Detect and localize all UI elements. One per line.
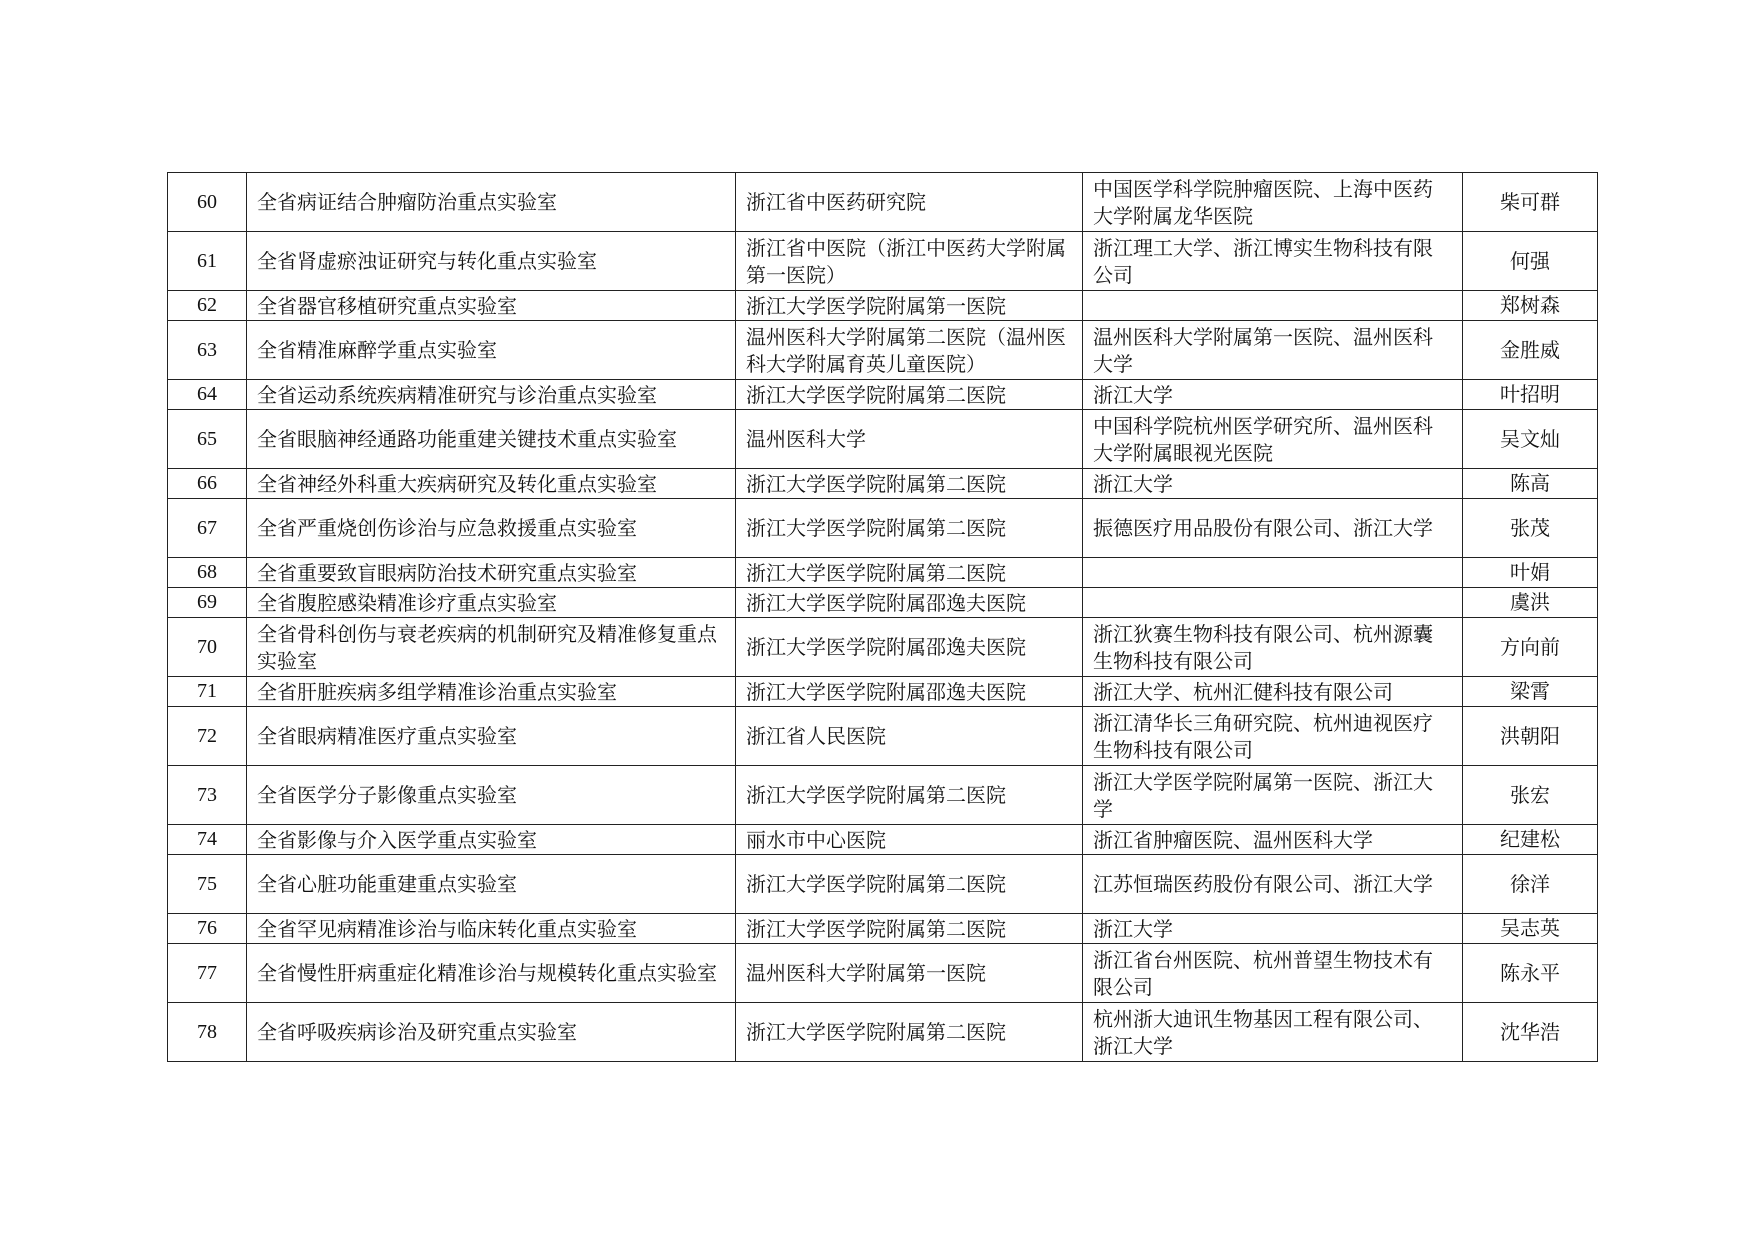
- lab-name-cell: 全省神经外科重大疾病研究及转化重点实验室: [247, 469, 736, 499]
- lab-name-cell: 全省骨科创伤与衰老疾病的机制研究及精准修复重点实验室: [247, 618, 736, 677]
- partner-institutions-cell: [1083, 588, 1463, 618]
- lab-director-cell: 叶娟: [1463, 558, 1598, 588]
- lab-director-cell: 陈高: [1463, 469, 1598, 499]
- lab-director-cell: 张宏: [1463, 766, 1598, 825]
- lab-name-cell: 全省肾虚瘀浊证研究与转化重点实验室: [247, 232, 736, 291]
- partner-institutions-cell: 浙江大学: [1083, 914, 1463, 944]
- lab-director-cell: 吴文灿: [1463, 410, 1598, 469]
- host-institution-cell: 温州医科大学附属第一医院: [736, 944, 1083, 1003]
- partner-institutions-cell: 浙江省肿瘤医院、温州医科大学: [1083, 825, 1463, 855]
- host-institution-cell: 浙江大学医学院附属邵逸夫医院: [736, 618, 1083, 677]
- table-row: [168, 707, 1598, 766]
- lab-name-cell: 全省腹腔感染精准诊疗重点实验室: [247, 588, 736, 618]
- lab-director-cell: 叶招明: [1463, 380, 1598, 410]
- lab-director-cell: 张茂: [1463, 499, 1598, 558]
- lab-director-cell: 金胜威: [1463, 321, 1598, 380]
- table-row: [168, 291, 1598, 321]
- table-row: [168, 677, 1598, 707]
- lab-name-cell: 全省病证结合肿瘤防治重点实验室: [247, 173, 736, 232]
- host-institution-cell: 浙江大学医学院附属第二医院: [736, 558, 1083, 588]
- table-row: [168, 380, 1598, 410]
- table-row: [168, 410, 1598, 469]
- partner-institutions-cell: 浙江清华长三角研究院、杭州迪视医疗生物科技有限公司: [1083, 707, 1463, 766]
- table-row: [168, 618, 1598, 677]
- host-institution-cell: 浙江省中医药研究院: [736, 173, 1083, 232]
- host-institution-cell: 温州医科大学: [736, 410, 1083, 469]
- lab-name-cell: 全省眼脑神经通路功能重建关键技术重点实验室: [247, 410, 736, 469]
- table-row: [168, 825, 1598, 855]
- table-row: [168, 914, 1598, 944]
- partner-institutions-cell: 浙江大学、杭州汇健科技有限公司: [1083, 677, 1463, 707]
- host-institution-cell: 浙江大学医学院附属邵逸夫医院: [736, 677, 1083, 707]
- lab-name-cell: 全省肝脏疾病多组学精准诊治重点实验室: [247, 677, 736, 707]
- host-institution-cell: 浙江大学医学院附属第二医院: [736, 469, 1083, 499]
- lab-director-cell: 吴志英: [1463, 914, 1598, 944]
- row-number-cell: 76: [168, 914, 247, 944]
- row-number-cell: 74: [168, 825, 247, 855]
- host-institution-cell: 浙江大学医学院附属第一医院: [736, 291, 1083, 321]
- row-number-cell: 71: [168, 677, 247, 707]
- partner-institutions-cell: [1083, 291, 1463, 321]
- partner-institutions-cell: 浙江大学医学院附属第一医院、浙江大学: [1083, 766, 1463, 825]
- host-institution-cell: 浙江省人民医院: [736, 707, 1083, 766]
- host-institution-cell: 温州医科大学附属第二医院（温州医科大学附属育英儿童医院）: [736, 321, 1083, 380]
- row-number-cell: 61: [168, 232, 247, 291]
- table-row: [168, 944, 1598, 1003]
- lab-name-cell: 全省医学分子影像重点实验室: [247, 766, 736, 825]
- host-institution-cell: 浙江大学医学院附属第二医院: [736, 766, 1083, 825]
- lab-director-cell: 郑树森: [1463, 291, 1598, 321]
- partner-institutions-cell: 中国医学科学院肿瘤医院、上海中医药大学附属龙华医院: [1083, 173, 1463, 232]
- table-row: [168, 321, 1598, 380]
- table-row: [168, 232, 1598, 291]
- host-institution-cell: 浙江大学医学院附属第二医院: [736, 855, 1083, 914]
- partner-institutions-cell: 振德医疗用品股份有限公司、浙江大学: [1083, 499, 1463, 558]
- host-institution-cell: 浙江大学医学院附属第二医院: [736, 1003, 1083, 1062]
- row-number-cell: 67: [168, 499, 247, 558]
- lab-name-cell: 全省眼病精准医疗重点实验室: [247, 707, 736, 766]
- lab-director-cell: 陈永平: [1463, 944, 1598, 1003]
- lab-name-cell: 全省重要致盲眼病防治技术研究重点实验室: [247, 558, 736, 588]
- partner-institutions-cell: 杭州浙大迪讯生物基因工程有限公司、浙江大学: [1083, 1003, 1463, 1062]
- table-row: [168, 469, 1598, 499]
- lab-name-cell: 全省心脏功能重建重点实验室: [247, 855, 736, 914]
- lab-name-cell: 全省影像与介入医学重点实验室: [247, 825, 736, 855]
- partner-institutions-cell: 浙江大学: [1083, 469, 1463, 499]
- host-institution-cell: 浙江大学医学院附属邵逸夫医院: [736, 588, 1083, 618]
- row-number-cell: 69: [168, 588, 247, 618]
- partner-institutions-cell: 江苏恒瑞医药股份有限公司、浙江大学: [1083, 855, 1463, 914]
- lab-name-cell: 全省严重烧创伤诊治与应急救援重点实验室: [247, 499, 736, 558]
- table-row: [168, 766, 1598, 825]
- lab-director-cell: 梁霄: [1463, 677, 1598, 707]
- table-row: [168, 558, 1598, 588]
- lab-director-cell: 洪朝阳: [1463, 707, 1598, 766]
- partner-institutions-cell: 中国科学院杭州医学研究所、温州医科大学附属眼视光医院: [1083, 410, 1463, 469]
- lab-list-table-body: [168, 173, 1598, 1062]
- partner-institutions-cell: 浙江省台州医院、杭州普望生物技术有限公司: [1083, 944, 1463, 1003]
- row-number-cell: 78: [168, 1003, 247, 1062]
- lab-name-cell: 全省慢性肝病重症化精准诊治与规模转化重点实验室: [247, 944, 736, 1003]
- lab-list-table-container: [167, 172, 1597, 1062]
- lab-director-cell: 沈华浩: [1463, 1003, 1598, 1062]
- partner-institutions-cell: 浙江大学: [1083, 380, 1463, 410]
- row-number-cell: 65: [168, 410, 247, 469]
- row-number-cell: 63: [168, 321, 247, 380]
- host-institution-cell: 浙江大学医学院附属第二医院: [736, 380, 1083, 410]
- lab-director-cell: 柴可群: [1463, 173, 1598, 232]
- lab-name-cell: 全省精准麻醉学重点实验室: [247, 321, 736, 380]
- lab-name-cell: 全省器官移植研究重点实验室: [247, 291, 736, 321]
- row-number-cell: 60: [168, 173, 247, 232]
- lab-director-cell: 何强: [1463, 232, 1598, 291]
- table-row: [168, 499, 1598, 558]
- lab-director-cell: 纪建松: [1463, 825, 1598, 855]
- row-number-cell: 62: [168, 291, 247, 321]
- table-row: [168, 1003, 1598, 1062]
- row-number-cell: 66: [168, 469, 247, 499]
- partner-institutions-cell: 浙江狄赛生物科技有限公司、杭州源囊生物科技有限公司: [1083, 618, 1463, 677]
- lab-name-cell: 全省运动系统疾病精准研究与诊治重点实验室: [247, 380, 736, 410]
- partner-institutions-cell: 温州医科大学附属第一医院、温州医科大学: [1083, 321, 1463, 380]
- row-number-cell: 77: [168, 944, 247, 1003]
- lab-name-cell: 全省呼吸疾病诊治及研究重点实验室: [247, 1003, 736, 1062]
- host-institution-cell: 浙江省中医院（浙江中医药大学附属第一医院）: [736, 232, 1083, 291]
- row-number-cell: 72: [168, 707, 247, 766]
- lab-director-cell: 徐洋: [1463, 855, 1598, 914]
- table-row: [168, 588, 1598, 618]
- partner-institutions-cell: [1083, 558, 1463, 588]
- row-number-cell: 68: [168, 558, 247, 588]
- row-number-cell: 70: [168, 618, 247, 677]
- lab-director-cell: 虞洪: [1463, 588, 1598, 618]
- table-row: [168, 173, 1598, 232]
- partner-institutions-cell: 浙江理工大学、浙江博实生物科技有限公司: [1083, 232, 1463, 291]
- lab-list-table: [167, 172, 1598, 1062]
- lab-director-cell: 方向前: [1463, 618, 1598, 677]
- host-institution-cell: 丽水市中心医院: [736, 825, 1083, 855]
- row-number-cell: 64: [168, 380, 247, 410]
- host-institution-cell: 浙江大学医学院附属第二医院: [736, 914, 1083, 944]
- lab-name-cell: 全省罕见病精准诊治与临床转化重点实验室: [247, 914, 736, 944]
- table-row: [168, 855, 1598, 914]
- row-number-cell: 73: [168, 766, 247, 825]
- row-number-cell: 75: [168, 855, 247, 914]
- host-institution-cell: 浙江大学医学院附属第二医院: [736, 499, 1083, 558]
